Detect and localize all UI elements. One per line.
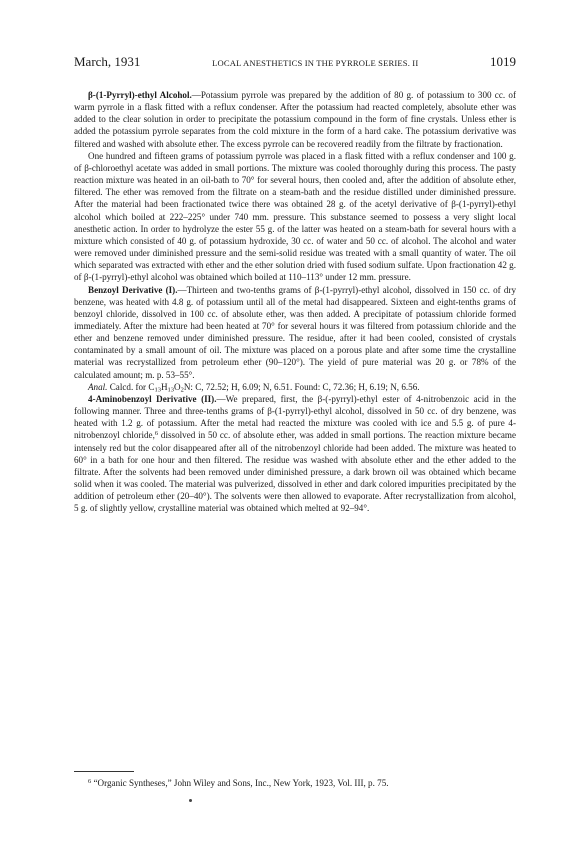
paragraph-text: —We prepared, first, the β-(-pyrryl)-ethyl ester of 4-nitrobenzoic acid in the following manner. Three and three-tenths grams of β-(1-pyrryl)-ethyl alcohol, dissolved in 50 cc. of dry benzene, was heated with 1.2 g. of potassium. After the metal had reacted the mixture was cooled with ice and 5.5 g. of pure 4-nitrobenzoyl chloride, [74, 393, 516, 441]
paragraph-analysis [74, 381, 516, 393]
footnote-divider [74, 771, 134, 772]
paragraph-aminobenzoyl-derivative [74, 393, 516, 515]
running-title: LOCAL ANESTHETICS IN THE PYRROLE SERIES. II [212, 58, 419, 68]
subscript: 13 [167, 386, 175, 394]
analysis-calcd: Calcd. for C [107, 381, 155, 392]
paragraph-text: dissolved in 50 cc. of absolute ether, was added in small portions. The reaction mixture became intensely red but the color disappeared after all of the nitrobenzoyl chloride had been added. The mixture was heated to 60° in a bath for one hour and then filtered. The residue was washed with absolute ether and the ether added to the filtrate. After the solvents had been removed under diminished pressure, a dark brown oil was obtained which became solid when it was cooled. The material was pulverized, dissolved in ether and dark colored impurities precipitated by the addition of petroleum ether (20–40°). The solvents were then allowed to evaporate. After recrystallization from alcohol, 5 g. of slightly yellow, crystalline material was obtained which melted at 92–94°. [74, 430, 516, 514]
formula-part: H [160, 381, 168, 392]
section-heading: β-(1-Pyrryl)-ethyl Alcohol. [88, 90, 192, 100]
header-date: March, 1931 [74, 54, 141, 69]
paragraph-text: —Potassium pyrrole was prepared by the addition of 80 g. of potassium to 300 cc. of warm pyrrole in a flask fitted with a reflux condenser. After the potassium had reacted completely, absolute ether was added to the clear solution in order to precipitate the potassium compound in the form of fine crystals. Unless ether is added the potassium pyrrole separates from the cold mixture in the form of a hard cake. The potassium derivative was filtered and washed with absolute ether. The excess pyrrole can be recovered readily from the filtrate by fractionation. [74, 90, 516, 149]
page-number: 1019 [489, 54, 516, 69]
paragraph-text: —Thirteen and two-tenths grams of β-(1-pyrryl)-ethyl alcohol, dissolved in 150 cc. of dry benzene, was heated with 4.8 g. of potassium until all of the metal had disappeared. Sixteen and eight-tenths grams of benzoyl chloride, dissolved in 100 cc. of absolute ether, was then added. A precipitate of potassium chloride formed immediately. After the mixture had been heated at 70° for several hours it was filtered from potassium chloride and the ether and benzene removed under diminished pressure. The residue, after it had been cooled, consisted of crystals contaminated by a small amount of oil. The mixture was placed on a porous plate and after some time the crystalline material was recrystallized from petroleum ether (90–120°). The yield of pure material was 20 g. or 78% of the calculated amount; m. p. 53–55°. [74, 284, 516, 380]
section-heading: 4-Aminobenzoyl Derivative (II). [88, 393, 217, 404]
analysis-values: N: C, 72.52; H, 6.09; N, 6.51. Found: C, 72.36; H, 6.19; N, 6.56. [183, 381, 420, 392]
paragraph-acetyl-derivative [74, 150, 516, 284]
footnote-marker: 6 [88, 778, 92, 785]
print-speck [189, 799, 192, 802]
section-heading: Benzoyl Derivative (I). [88, 284, 178, 295]
footnote-ref: 6 [154, 430, 159, 438]
article-body [74, 89, 516, 514]
paragraph-benzoyl-derivative [74, 284, 516, 381]
footnote-text: “Organic Syntheses,” John Wiley and Sons, Inc., New York, 1923, Vol. III, p. 75. [91, 778, 389, 788]
footnote [74, 777, 516, 789]
subscript: 2 [180, 386, 184, 394]
formula-part: O [174, 381, 181, 392]
analysis-label: Anal. [88, 381, 108, 392]
paragraph-pyrryl-ethyl-alcohol [74, 89, 516, 150]
paragraph-text: One hundred and fifteen grams of potassium pyrrole was placed in a flask fitted with a reflux condenser and 100 g. of β-chloroethyl acetate was added in small portions. The mixture was cooled thoroughly during this process. The pasty reaction mixture was heated in an oil-bath to 70° for several hours, then cooled and, after the addition of absolute ether, filtered. The ether was removed from the filtrate on a steam-bath and the residue distilled under diminished pressure. After the material had been fractionated twice there was obtained 28 g. of the acetyl derivative of β-(1-pyrryl)-ethyl alcohol which boiled at 222–225° under 740 mm. pressure. This substance seemed to possess a very slight local anesthetic action. In order to hydrolyze the ester 55 g. of the latter was heated on a steam-bath for several hours with a mixture which consisted of 40 g. of potassium hydroxide, 30 cc. of water and 50 cc. of alcohol. The alcohol and water were removed under diminished pressure and the semi-solid residue was treated with a small quantity of water. The oil which separated was extracted with ether and the ether solution dried with fused sodium sulfate. Upon fractionation 42 g. of β-(1-pyrryl)-ethyl alcohol was obtained which boiled at 110–113° under 12 mm. pressure. [74, 150, 516, 283]
subscript: 13 [154, 386, 161, 394]
page-header [74, 54, 516, 74]
